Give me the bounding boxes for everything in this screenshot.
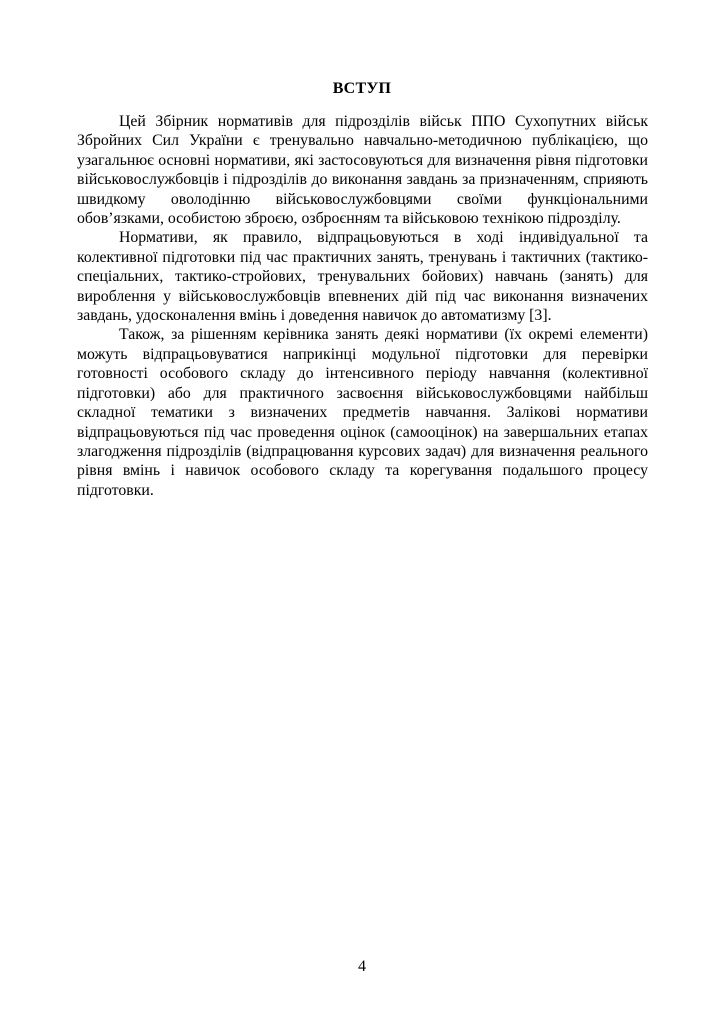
section-title: ВСТУП — [332, 80, 392, 97]
body-text — [77, 112, 648, 500]
paragraph-2: Нормативи, як правило, відпрацьовуються в ході індивідуальної та колективної підготовки під час практичних занять, тренувань і тактичних (тактико-спеціальних, тактико-стройових, тренувальних бойових) навчань (занять) для вироблення у військовослужбовців впевнених дій під час виконання визначених завдань, удосконалення вмінь і доведення навичок до автоматизму [3]. — [77, 229, 648, 325]
paragraph-3: Також, за рішенням керівника занять деякі нормативи (їх окремі елементи) можуть відпрацьовуватися наприкінці модульної підготовки для перевірки готовності особового складу до інтенсивного періоду навчання (колективної підготовки) або для практичного засвоєння військовослужбовцями найбільш складної тематики з визначених предметів навчання. Залікові нормативи відпрацьовуються під час проведення оцінок (самооцінок) на завершальних етапах злагодження підрозділів (відпрацювання курсових задач) для визначення реального рівня вмінь і навичок особового складу та корегування подальшого процесу підготовки. — [77, 326, 648, 499]
paragraph-1: Цей Збірник нормативів для підрозділів військ ППО Сухопутних військ Збройних Сил України є тренувально навчально-методичною публікацією, що узагальнює основні нормативи, які застосовуються для визначення рівня підготовки військовослужбовців і підрозділів до виконання завдань за призначенням, сприяють швидкому оволодінню військовослужбовцями своїми функціональними обов’язками, особистою зброєю, озброєнням та військовою технікою підрозділу. — [77, 113, 648, 228]
page-number: 4 — [358, 958, 366, 975]
